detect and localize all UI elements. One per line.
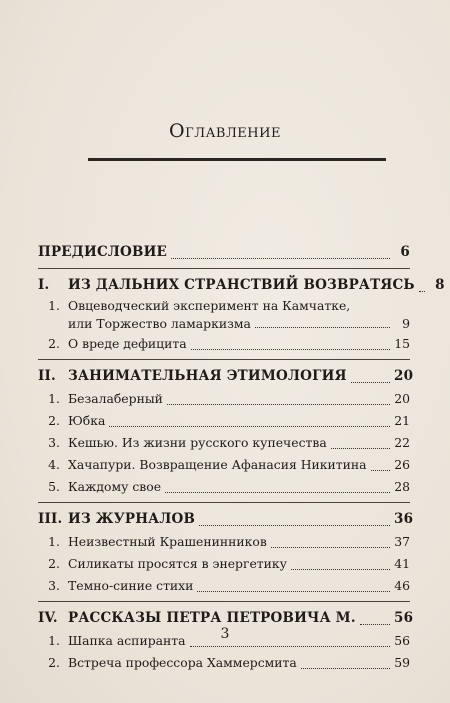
toc-part-3[interactable] xyxy=(38,507,414,531)
item-body xyxy=(68,297,410,333)
item-title: Кешью. Из жизни русского купечества xyxy=(68,435,327,450)
item-title: Каждому свое xyxy=(68,479,162,494)
item-title: Хачапури. Возвращение Афанасия Никитина xyxy=(68,457,367,472)
toc-page-number: 20 xyxy=(394,368,414,384)
toc-page-number: 56 xyxy=(394,610,414,626)
item-title: Юбка xyxy=(68,413,106,428)
toc-page-number: 36 xyxy=(394,511,414,527)
item-number: 1. xyxy=(48,298,60,313)
part-number: II. xyxy=(38,368,56,384)
leader-dots xyxy=(301,668,390,669)
item-number: 1. xyxy=(48,633,60,648)
title-rule xyxy=(88,158,386,161)
item-title-line-1: Овцеводческий эксперимент на Камчатке, xyxy=(68,298,351,313)
section-divider xyxy=(38,502,410,503)
toc-page-number: 21 xyxy=(394,413,410,428)
leader-dots xyxy=(109,426,390,427)
toc-page-number: 46 xyxy=(394,578,410,593)
page-title: Оглавление xyxy=(169,120,281,142)
part-title: ИЗ ДАЛЬНИХ СТРАНСТВИЙ ВОЗВРАТЯСЬ xyxy=(68,277,415,293)
toc-page-number: 6 xyxy=(400,244,410,260)
toc-item[interactable] xyxy=(38,297,410,333)
item-number: 1. xyxy=(48,534,60,549)
item-title: Неизвестный Крашенинников xyxy=(68,534,267,549)
item-title: Силикаты просятся в энергетику xyxy=(68,556,287,571)
leader-dots xyxy=(419,291,425,292)
toc-page-number: 59 xyxy=(394,655,410,670)
leader-dots xyxy=(171,258,390,259)
leader-dots xyxy=(191,349,390,350)
item-title: Шапка аспиранта xyxy=(68,633,186,648)
item-number: 1. xyxy=(48,391,60,406)
leader-dots xyxy=(360,624,390,625)
section-divider xyxy=(38,601,410,602)
item-number: 4. xyxy=(48,457,60,472)
toc-item[interactable] xyxy=(38,476,410,498)
toc-item[interactable] xyxy=(38,553,410,575)
toc-item[interactable] xyxy=(38,388,410,410)
toc-page-number: 22 xyxy=(394,435,410,450)
leader-dots xyxy=(351,382,390,383)
toc-item[interactable] xyxy=(38,432,410,454)
item-title: Безалаберный xyxy=(68,391,163,406)
toc-page-number: 26 xyxy=(394,457,410,472)
item-number: 2. xyxy=(48,336,60,351)
toc-page-number: 41 xyxy=(394,556,410,571)
item-number: 2. xyxy=(48,413,60,428)
part-title: ЗАНИМАТЕЛЬНАЯ ЭТИМОЛОГИЯ xyxy=(68,368,347,384)
section-divider xyxy=(38,268,410,269)
page-folio-number: 3 xyxy=(220,626,230,642)
toc-item[interactable] xyxy=(38,575,410,597)
item-title-line-2: или Торжество ламаркизма xyxy=(68,316,251,331)
toc-preface[interactable] xyxy=(38,240,410,264)
part-title: РАССКАЗЫ ПЕТРА ПЕТРОВИЧА М. xyxy=(68,610,356,626)
section-divider xyxy=(38,359,410,360)
leader-dots xyxy=(255,327,390,328)
toc-page-number: 15 xyxy=(394,336,410,351)
toc-page-number: 9 xyxy=(402,316,410,331)
item-title: Темно-синие стихи xyxy=(68,578,194,593)
leader-dots xyxy=(190,646,390,647)
toc-page-number: 8 xyxy=(435,277,445,293)
part-number: IV. xyxy=(38,610,58,626)
item-number: 2. xyxy=(48,556,60,571)
toc-item[interactable] xyxy=(38,454,410,476)
part-title: ИЗ ЖУРНАЛОВ xyxy=(68,511,196,527)
leader-dots xyxy=(291,569,390,570)
toc-page-number: 28 xyxy=(394,479,410,494)
item-number: 2. xyxy=(48,655,60,670)
leader-dots xyxy=(197,591,390,592)
item-title: Встреча профессора Хаммерсмита xyxy=(68,655,297,670)
leader-dots xyxy=(167,404,390,405)
toc-item[interactable] xyxy=(38,652,410,674)
item-number: 3. xyxy=(48,578,60,593)
leader-dots xyxy=(165,492,390,493)
table-of-contents xyxy=(38,240,445,674)
toc-page-number: 37 xyxy=(394,534,410,549)
toc-page-number: 20 xyxy=(394,391,410,406)
part-number: I. xyxy=(38,277,50,293)
toc-item[interactable] xyxy=(38,333,410,355)
item-title: О вреде дефицита xyxy=(68,336,187,351)
toc-part-2[interactable] xyxy=(38,364,414,388)
part-number: III. xyxy=(38,511,63,527)
toc-preface-label: ПРЕДИСЛОВИЕ xyxy=(38,244,168,260)
item-number: 3. xyxy=(48,435,60,450)
leader-dots xyxy=(371,470,390,471)
item-number: 5. xyxy=(48,479,60,494)
toc-part-1[interactable] xyxy=(38,273,445,297)
leader-dots xyxy=(199,525,390,526)
toc-item[interactable] xyxy=(38,531,410,553)
leader-dots xyxy=(271,547,390,548)
leader-dots xyxy=(331,448,390,449)
toc-item[interactable] xyxy=(38,410,410,432)
toc-page-number: 56 xyxy=(394,633,410,648)
item-title-line-2-row xyxy=(68,315,410,333)
